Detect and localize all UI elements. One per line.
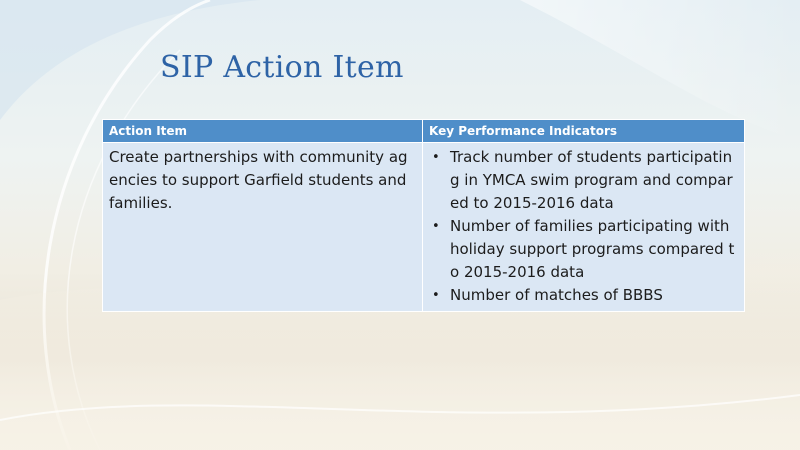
slide-title: SIP Action Item [160,50,404,85]
kpi-item-text: Number of matches of BBBS [450,286,663,304]
bullet-icon: • [432,219,440,234]
action-item-text: Create partnerships with community agencies to support Garfield students and families. [109,148,408,212]
action-item-cell [103,143,423,312]
kpi-list [429,146,738,307]
table-header-row [103,120,745,143]
kpi-item-text: Track number of students participating in YMCA swim program and compared to 2015-2016 data [450,148,733,212]
sip-table [102,119,745,312]
table-row [103,143,745,312]
kpi-item-text: Number of families participating with holiday support programs compared to 2015-2016 data [450,217,735,281]
kpi-cell [423,143,745,312]
kpi-item [429,284,738,307]
bullet-icon: • [432,288,440,303]
kpi-item [429,215,738,284]
bullet-icon: • [432,150,440,165]
kpi-item [429,146,738,215]
header-action-item: Action Item [103,120,423,143]
header-key-performance-indicators: Key Performance Indicators [423,120,745,143]
